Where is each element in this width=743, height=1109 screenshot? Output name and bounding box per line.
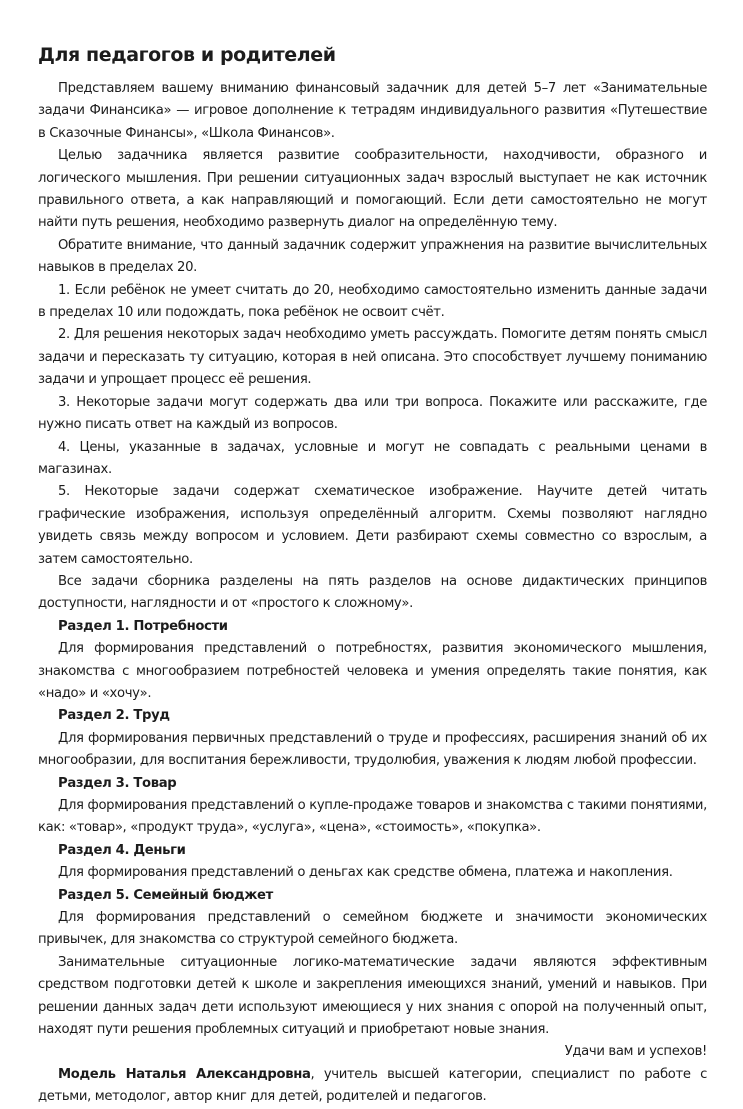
author-name: Модель Наталья Александровна [58,1066,311,1082]
paragraph: Для формирования представлений о потребностях, развития экономического мышления, знакомства с многообразием потребностей человека и умения определять такие понятия, как «надо» и «хочу». [38,641,707,701]
paragraph: 2. Для решения некоторых задач необходимо уметь рассуждать. Помогите детям понять смысл задачи и пересказать ту ситуацию, которая в ней описана. Это способствует лучшему пониманию задачи и упрощает процесс её решения. [38,327,707,388]
section-heading: Раздел 3. Товар [58,775,177,791]
document-body [38,78,707,1109]
paragraph: 1. Если ребёнок не умеет считать до 20, необходимо самостоятельно изменить данные задачи в пределах 10 или подождать, пока ребёнок не освоит счёт. [38,282,707,321]
page-title: Для педагогов и родителей [38,44,336,66]
section-heading: Раздел 1. Потребности [58,618,228,634]
section-heading: Раздел 5. Семейный бюджет [58,887,273,903]
paragraph: Занимательные ситуационные логико-математические задачи являются эффективным средством подготовки детей к школе и закрепления имеющихся знаний, умений и навыков. При решении данных задач дети используют имеющиеся у них знания с опорой на полученный опыт, находят пути решения проблемных ситуаций и приобретают новые знания. [38,954,707,1038]
section-heading: Раздел 4. Деньги [58,842,186,858]
section-heading: Раздел 2. Труд [58,708,170,724]
paragraph: 4. Цены, указанные в задачах, условные и могут не совпадать с реальными ценами в магазинах. [38,439,707,477]
paragraph: Для формирования представлений о купле-продаже товаров и знакомства с такими понятиями, как: «товар», «продукт труда», «услуга», «цена», «стоимость», «покупка». [38,798,707,836]
author-paragraph [38,1064,707,1109]
paragraph: Представляем вашему вниманию финансовый задачник для детей 5–7 лет «Занимательные задачи Финансика» — игровое дополнение к тетрадям индивидуального развития «Путешествие в Сказочные Финансы», «Школа Финансов». [38,81,707,141]
paragraph: Для формирования представлений о семейном бюджете и значимости экономических привычек, для знакомства со структурой семейного бюджета. [38,910,707,948]
paragraph: Для формирования представлений о деньгах как средстве обмена, платежа и накопления. [58,865,673,881]
paragraph: Для формирования первичных представлений о труде и профессиях, расширения знаний об их многообразии, для воспитания бережливости, трудолюбия, уважения к людям любой профессии. [38,730,707,769]
paragraph: 5. Некоторые задачи содержат схематическое изображение. Научите детей читать графические изображения, используя определённый алгоритм. Схемы позволяют наглядно увидеть связь между вопросом и условием. Дети разбирают схемы совместно со взрослым, а затем самостоятельно. [38,484,707,567]
paragraph: Все задачи сборника разделены на пять разделов на основе дидактических принципов доступности, наглядности и от «простого к сложному». [38,573,707,612]
author-description: , учитель высшей категории, специалист по работе с детьми, методолог, автор книг для детей, родителей и педагогов. [38,1066,707,1105]
closing-wish: Удачи вам и успехов! [564,1044,707,1060]
paragraph: 3. Некоторые задачи могут содержать два или три вопроса. Покажите или расскажите, где нужно писать ответ на каждый из вопросов. [38,394,707,433]
paragraph: Целью задачника является развитие сообразительности, находчивости, образного и логического мышления. При решении ситуационных задач взрослый выступает не как источник правильного ответа, а как направляющий и помогающий. Если дети самостоятельно не могут найти путь решения, необходимо развернуть диалог на определённую тему. [38,148,707,231]
paragraph: Обратите внимание, что данный задачник содержит упражнения на развитие вычислительных навыков в пределах 20. [38,237,707,276]
